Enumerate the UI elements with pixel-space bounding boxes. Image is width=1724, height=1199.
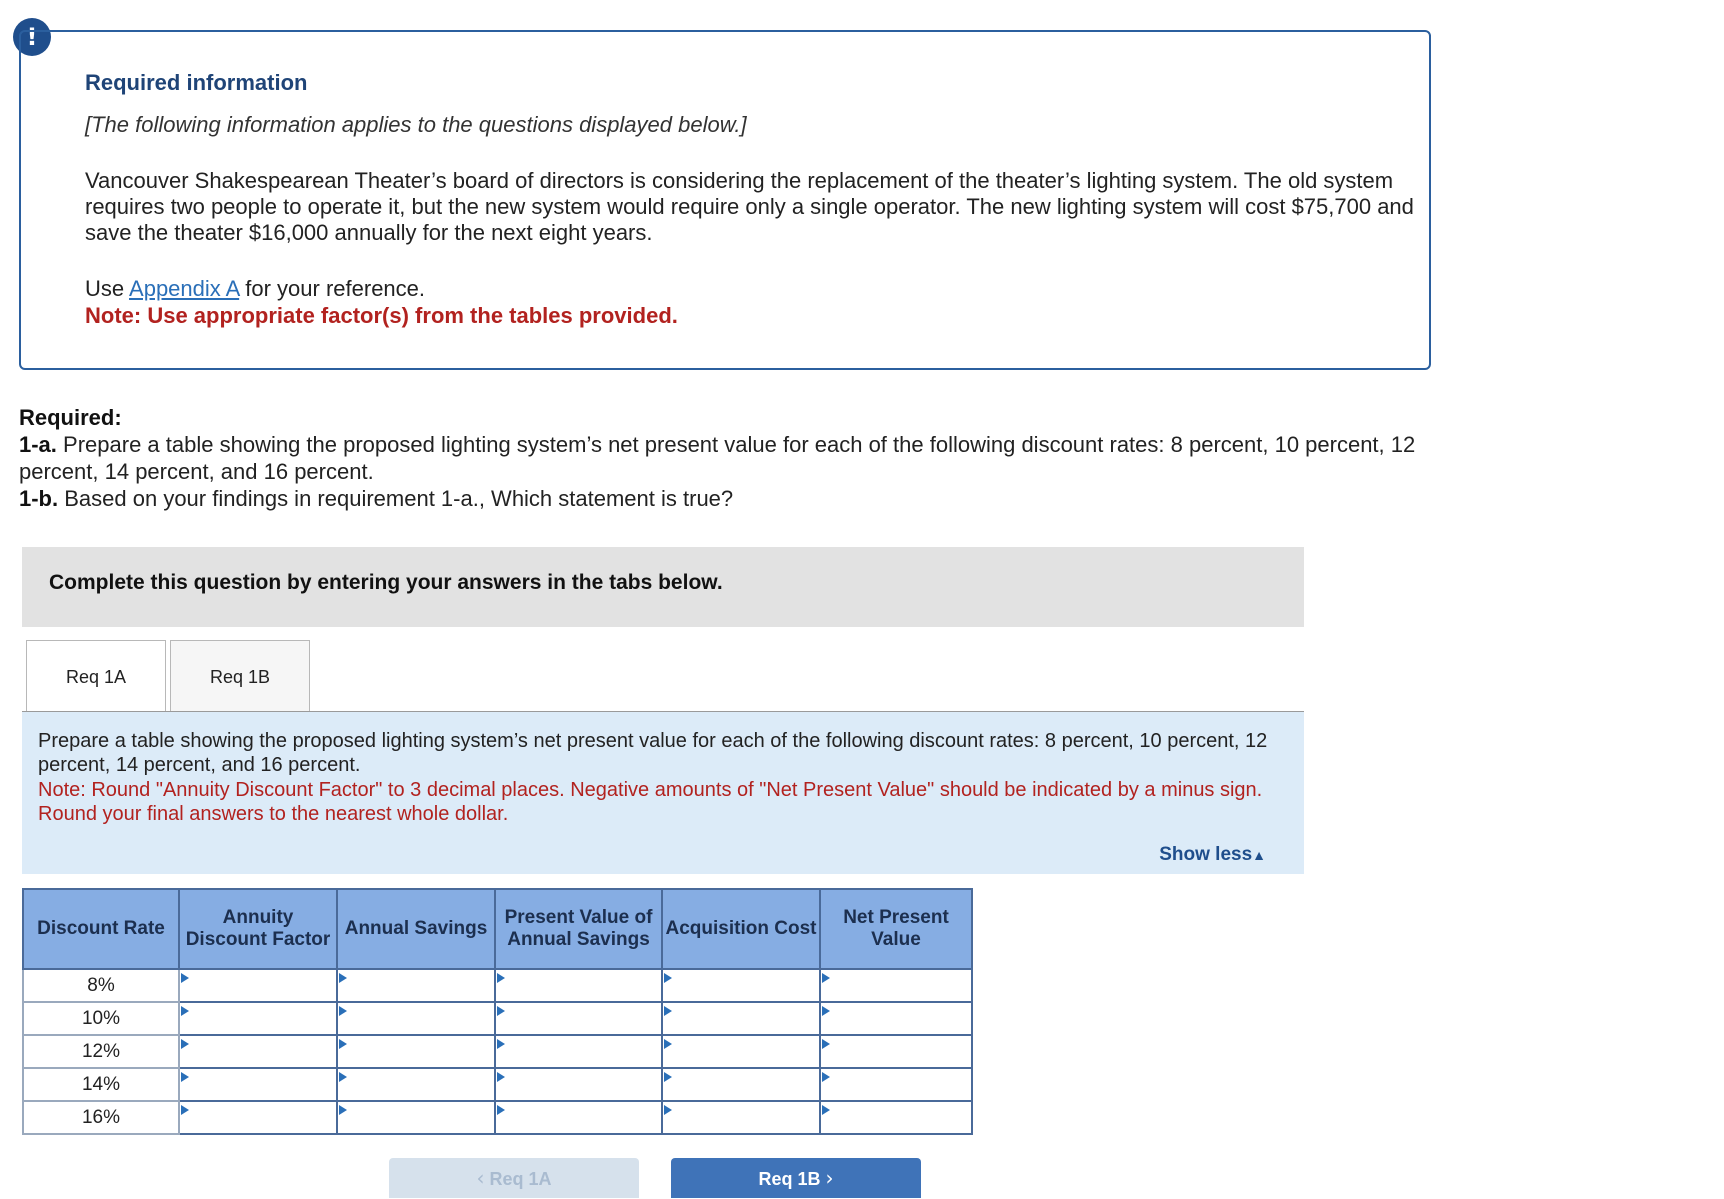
input-wrapper <box>663 1003 819 1034</box>
net-present-value-input[interactable] <box>821 1036 971 1067</box>
required-1b-label: 1-b. <box>19 486 59 511</box>
discount-rate-cell: 16% <box>23 1101 179 1134</box>
input-wrapper <box>180 970 336 1001</box>
input-wrapper <box>338 1036 494 1067</box>
input-wrapper <box>496 1003 661 1034</box>
annual-savings-cell <box>337 969 495 1002</box>
acquisition-cost-input[interactable] <box>663 1069 819 1100</box>
required-section <box>19 404 1459 512</box>
required-1a-text: Prepare a table showing the proposed lighting system’s net present value for each of the following discount rates: 8 percent, 10 percent, 12 percent, 14 percent, and 16 percent. <box>19 432 1416 484</box>
input-wrapper <box>496 1036 661 1067</box>
input-wrapper <box>180 1003 336 1034</box>
present-value-annual-savings-cell <box>495 1002 662 1035</box>
info-paragraph: Vancouver Shakespearean Theater’s board of directors is considering the replacement of the theater’s lighting system. The old system requires two people to operate it, but the new system would require only a single operator. The new lighting system will cost $75,700 and save the theater $16,000 annually for the next eight years. <box>85 168 1414 245</box>
header-discount-rate: Discount Rate <box>23 889 179 969</box>
required-1a-label: 1-a. <box>19 432 57 457</box>
net-present-value-cell <box>820 1002 972 1035</box>
acquisition-cost-input[interactable] <box>663 1036 819 1067</box>
annuity-discount-factor-cell <box>179 1068 337 1101</box>
acquisition-cost-cell <box>662 969 820 1002</box>
show-less-button[interactable] <box>1159 844 1266 866</box>
header-annuity-discount-factor: Annuity Discount Factor <box>179 889 337 969</box>
present-value-annual-savings-input[interactable] <box>496 1069 661 1100</box>
alert-icon: ! <box>13 18 51 56</box>
net-present-value-cell <box>820 969 972 1002</box>
input-wrapper <box>338 1102 494 1133</box>
annual-savings-input[interactable] <box>338 1036 494 1067</box>
required-heading: Required: <box>19 405 122 430</box>
tab-req-1b[interactable]: Req 1B <box>170 640 310 712</box>
input-wrapper <box>338 1003 494 1034</box>
header-present-value-annual-savings: Present Value of Annual Savings <box>495 889 662 969</box>
present-value-annual-savings-input[interactable] <box>496 1036 661 1067</box>
input-wrapper <box>663 1036 819 1067</box>
input-wrapper <box>180 1069 336 1100</box>
input-wrapper <box>180 1102 336 1133</box>
input-wrapper <box>496 1102 661 1133</box>
annual-savings-cell <box>337 1101 495 1134</box>
acquisition-cost-input[interactable] <box>663 970 819 1001</box>
instructions-note: Note: Round "Annuity Discount Factor" to 3 decimal places. Negative amounts of "Net Present Value" should be indicated by a minus sign. Round your final answers to the nearest whole dollar. <box>38 779 1263 825</box>
discount-rate-cell: 10% <box>23 1002 179 1035</box>
info-use-line <box>85 276 425 302</box>
net-present-value-input[interactable] <box>821 1003 971 1034</box>
input-wrapper <box>821 1102 971 1133</box>
annuity-discount-factor-input[interactable] <box>180 1102 336 1133</box>
required-1b-text: Based on your findings in requirement 1-a., Which statement is true? <box>64 486 734 511</box>
annual-savings-cell <box>337 1002 495 1035</box>
input-wrapper <box>338 1069 494 1100</box>
input-wrapper <box>821 1069 971 1100</box>
input-wrapper <box>180 1036 336 1067</box>
net-present-value-cell <box>820 1101 972 1134</box>
tab-req-1a[interactable]: Req 1A <box>26 640 166 712</box>
annuity-discount-factor-input[interactable] <box>180 1036 336 1067</box>
acquisition-cost-cell <box>662 1101 820 1134</box>
input-wrapper <box>496 1069 661 1100</box>
prev-req-label: Req 1A <box>489 1169 552 1189</box>
net-present-value-cell <box>820 1035 972 1068</box>
info-subtitle: [The following information applies to the questions displayed below.] <box>85 112 747 137</box>
present-value-annual-savings-cell <box>495 969 662 1002</box>
input-wrapper <box>663 970 819 1001</box>
show-less-label: Show less <box>1159 844 1253 865</box>
acquisition-cost-input[interactable] <box>663 1102 819 1133</box>
annual-savings-input[interactable] <box>338 1102 494 1133</box>
info-note: Note: Use appropriate factor(s) from the tables provided. <box>85 303 678 328</box>
chevron-left-icon: ‹ <box>476 1166 485 1190</box>
annual-savings-cell <box>337 1035 495 1068</box>
annuity-discount-factor-cell <box>179 1101 337 1134</box>
present-value-annual-savings-cell <box>495 1068 662 1101</box>
header-net-present-value: Net Present Value <box>820 889 972 969</box>
complete-bar <box>22 547 1304 627</box>
table-row <box>23 1101 972 1134</box>
present-value-annual-savings-cell <box>495 1035 662 1068</box>
npv-table <box>22 888 973 1135</box>
table-row <box>23 969 972 1002</box>
annual-savings-input[interactable] <box>338 1003 494 1034</box>
net-present-value-input[interactable] <box>821 1069 971 1100</box>
next-req-label: Req 1B <box>758 1169 821 1189</box>
annuity-discount-factor-input[interactable] <box>180 1003 336 1034</box>
instructions-panel <box>22 712 1304 874</box>
use-suffix: for your reference. <box>245 276 426 301</box>
input-wrapper <box>496 970 661 1001</box>
annual-savings-cell <box>337 1068 495 1101</box>
table-row <box>23 1002 972 1035</box>
present-value-annual-savings-input[interactable] <box>496 1102 661 1133</box>
discount-rate-cell: 8% <box>23 969 179 1002</box>
input-wrapper <box>338 970 494 1001</box>
acquisition-cost-cell <box>662 1002 820 1035</box>
annual-savings-input[interactable] <box>338 970 494 1001</box>
input-wrapper <box>821 970 971 1001</box>
annuity-discount-factor-cell <box>179 1035 337 1068</box>
info-title: Required information <box>85 70 308 95</box>
next-req-button[interactable] <box>671 1158 921 1198</box>
input-wrapper <box>663 1069 819 1100</box>
discount-rate-cell: 12% <box>23 1035 179 1068</box>
appendix-a-link[interactable]: Appendix A <box>129 276 240 301</box>
header-annual-savings: Annual Savings <box>337 889 495 969</box>
input-wrapper <box>821 1003 971 1034</box>
net-present-value-input[interactable] <box>821 1102 971 1133</box>
table-row <box>23 1035 972 1068</box>
triangle-up-icon: ▲ <box>1252 847 1266 863</box>
annuity-discount-factor-cell <box>179 969 337 1002</box>
info-box <box>19 30 1431 370</box>
annual-savings-input[interactable] <box>338 1069 494 1100</box>
header-acquisition-cost: Acquisition Cost <box>662 889 820 969</box>
present-value-annual-savings-input[interactable] <box>496 970 661 1001</box>
net-present-value-cell <box>820 1068 972 1101</box>
chevron-right-icon: › <box>825 1166 834 1190</box>
annuity-discount-factor-cell <box>179 1002 337 1035</box>
discount-rate-cell: 14% <box>23 1068 179 1101</box>
net-present-value-input[interactable] <box>821 970 971 1001</box>
input-wrapper <box>821 1036 971 1067</box>
acquisition-cost-cell <box>662 1068 820 1101</box>
annuity-discount-factor-input[interactable] <box>180 970 336 1001</box>
acquisition-cost-input[interactable] <box>663 1003 819 1034</box>
prev-req-button[interactable] <box>389 1158 639 1198</box>
present-value-annual-savings-input[interactable] <box>496 1003 661 1034</box>
input-wrapper <box>663 1102 819 1133</box>
annuity-discount-factor-input[interactable] <box>180 1069 336 1100</box>
present-value-annual-savings-cell <box>495 1101 662 1134</box>
complete-bar-text: Complete this question by entering your answers in the tabs below. <box>49 571 723 594</box>
table-row <box>23 1068 972 1101</box>
table-header-row <box>23 889 972 969</box>
use-prefix: Use <box>85 276 125 301</box>
acquisition-cost-cell <box>662 1035 820 1068</box>
instructions-text: Prepare a table showing the proposed lighting system’s net present value for each of the following discount rates: 8 percent, 10 percent, 12 percent, 14 percent, and 16 percent. <box>38 730 1268 776</box>
